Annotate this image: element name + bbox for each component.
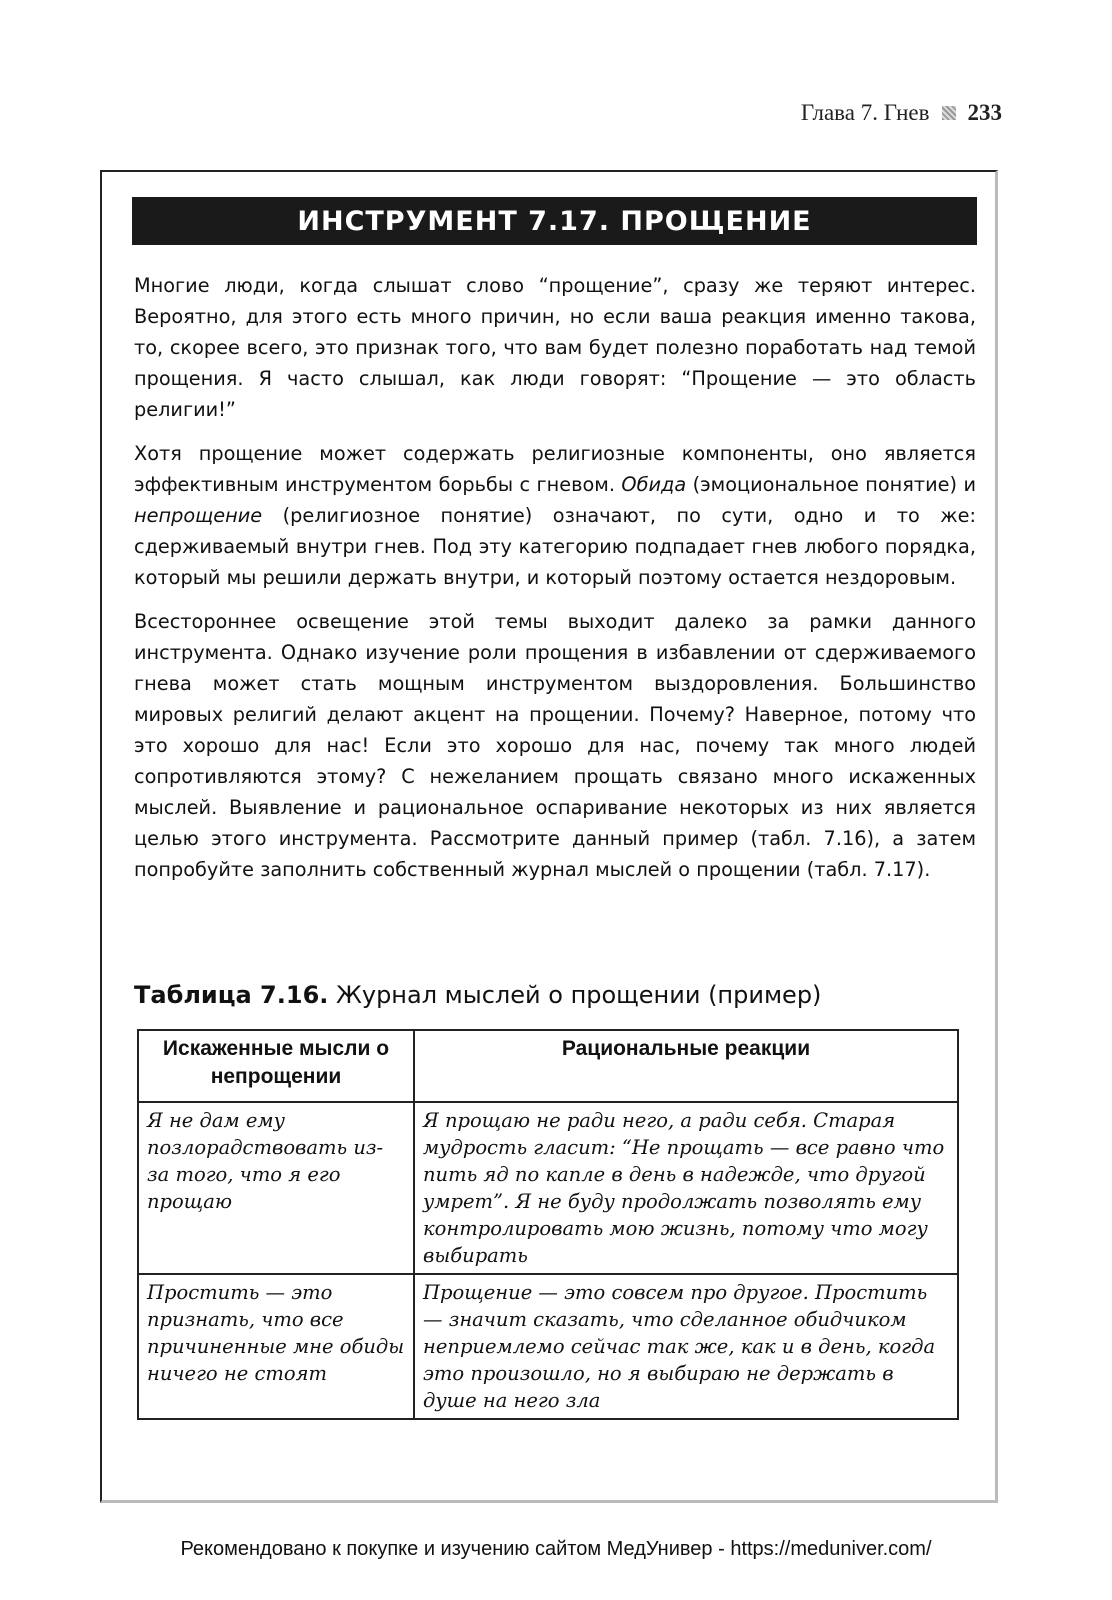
body-text <box>134 270 976 898</box>
paragraph-3: Всестороннее освещение этой темы выходит далеко за рамки данного инструмента. Однако изучение роли прощения в избавлении от сдерживаемого гнева может стать мощным инструментом выздоровления. Большинство мировых религий делают акцент на прощении. Почему? Наверное, потому что это хорошо для нас! Если это хорошо для нас, почему так много людей сопротивляются этому? С нежеланием прощать связано много искаженных мыслей. Выявление и рациональное оспаривание некоторых из них является целью этого инструмента. Рассмотрите данный пример (табл. 7.16), а затем попробуйте заполнить собственный журнал мыслей о прощении (табл. 7.17). <box>134 610 976 881</box>
paragraph-2-part-c: (религиозное понятие) означают, по сути, одно и то же: сдерживаемый внутри гнев. Под эту категорию подпадает гнев любого порядка, который мы решили держать внутри, и который поэтому остается нездоровым. <box>134 504 976 589</box>
paragraph-2-part-b: (эмоциональное понятие) и <box>686 473 977 496</box>
table-caption <box>134 981 976 1009</box>
term-resentment: Обида <box>621 473 687 496</box>
running-head <box>801 100 1002 126</box>
table-caption-text: Журнал мыслей о прощении (пример) <box>328 981 822 1009</box>
header-distorted-thoughts: Искаженные мысли о непрощении <box>138 1030 414 1102</box>
paragraph-2-part-a: Хотя прощение может содержать религиозные компоненты, оно является эффективным инструментом борьбы с гневом. <box>134 442 976 496</box>
distorted-thought-cell: Я не дам ему позлорадствовать из-за того, что я его прощаю <box>138 1102 414 1274</box>
tool-banner <box>132 197 977 245</box>
table-row <box>138 1102 958 1274</box>
paragraph-1: Многие люди, когда слышат слово “прощение”, сразу же теряют интерес. Вероятно, для этого есть много причин, но если ваша реакция именно такова, то, скорее всего, это признак того, что вам будет полезно поработать над темой прощения. Я часто слышал, как люди говорят: “Прощение — это область религии!” <box>134 274 976 421</box>
rational-response-cell: Я прощаю не ради него, а ради себя. Старая мудрость гласит: “Не прощать — все равно что пить яд по капле в день в надежде, что другой умрет”. Я не буду продолжать позволять ему контролировать мою жизнь, потому что могу выбирать <box>414 1102 958 1274</box>
table-row <box>138 1274 958 1419</box>
header-rational-responses: Рациональные реакции <box>414 1030 958 1102</box>
paragraph-2 <box>134 438 976 593</box>
page-number: 233 <box>967 100 1002 125</box>
table-header-row <box>138 1030 958 1102</box>
table-caption-number: Таблица 7.16. <box>134 981 329 1009</box>
tool-title: ИНСТРУМЕНТ 7.17. ПРОЩЕНИЕ <box>297 205 812 237</box>
term-unforgiveness: непрощение <box>134 504 263 527</box>
thought-journal-table <box>137 1029 959 1420</box>
separator-square-icon <box>942 106 956 120</box>
chapter-title: Глава 7. Гнев <box>800 100 930 125</box>
distorted-thought-cell: Простить — это признать, что все причиненные мне обиды ничего не стоят <box>138 1274 414 1419</box>
rational-response-cell: Прощение — это совсем про другое. Простить — значит сказать, что сделанное обидчиком неприемлемо сейчас так же, как и в день, когда это произошло, но я выбираю не держать в душе на него зла <box>414 1274 958 1419</box>
footer-recommendation: Рекомендовано к покупке и изучению сайтом МедУнивер - https://meduniver.com/ <box>180 1538 932 1560</box>
